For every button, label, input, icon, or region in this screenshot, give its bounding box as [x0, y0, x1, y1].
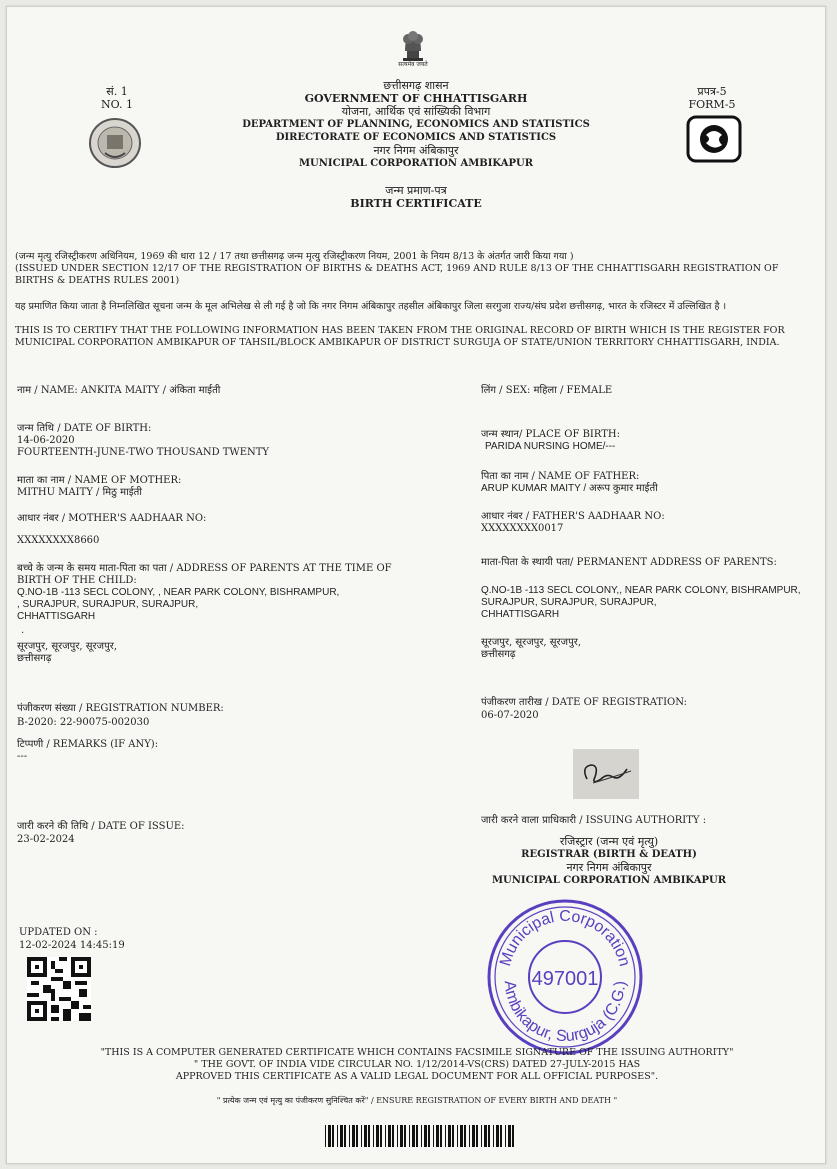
- right-form-hi: प्रपत्र-5: [697, 85, 727, 98]
- father-aadhaar-label: आधार नंबर / FATHER'S AADHAAR NO:: [481, 511, 665, 522]
- left-no-en: NO. 1: [101, 98, 133, 111]
- addr-birth-4: .: [21, 625, 25, 636]
- municipal-hi: नगर निगम अंबिकापुर: [373, 144, 459, 157]
- state-en: GOVERNMENT OF CHHATTISGARH: [304, 92, 528, 105]
- reg-date-label: पंजीकरण तारीख / DATE OF REGISTRATION:: [481, 697, 687, 708]
- dept-en: DEPARTMENT OF PLANNING, ECONOMICS AND STATISTICS: [242, 119, 590, 130]
- footer-block: [37, 1047, 797, 1107]
- left-no-hi: सं. 1: [106, 85, 128, 98]
- header-block: [207, 79, 625, 210]
- crs-logo-icon: [686, 115, 742, 163]
- registrar-hi: रजिस्ट्रार (जन्म एवं मृत्यु): [559, 835, 659, 848]
- addr-perm-label: माता-पिता के स्थायी पता/ PERMANENT ADDRESS OF PARENTS:: [481, 557, 777, 568]
- emblem-motto: सत्यमेव जयते: [398, 61, 428, 68]
- mother-value: MITHU MAITY / मिठु माईती: [17, 487, 142, 498]
- addr-perm-1: Q.NO-1B -113 SECL COLONY,, NEAR PARK COLONY, BISHRAMPUR,: [481, 585, 801, 596]
- municipal-en: MUNICIPAL CORPORATION AMBIKAPUR: [298, 158, 534, 169]
- addr-perm-3: CHHATTISGARH: [481, 609, 560, 620]
- addr-perm-hi-1: सूरजपुर, सूरजपुर, सूरजपुर,: [481, 637, 582, 648]
- addr-perm-2: SURAJPUR, SURAJPUR, SURAJPUR,: [481, 597, 657, 608]
- footer-line-2: " THE GOVT. OF INDIA VIDE CIRCULAR NO. 1/12/2014-VS(CRS) DATED 27-JULY-2015 HAS: [193, 1059, 641, 1070]
- mother-aadhaar-value: XXXXXXXX8660: [17, 535, 100, 546]
- title-hi: जन्म प्रमाण-पत्र: [385, 184, 447, 197]
- state-seal-icon: [87, 117, 143, 169]
- state-hi: छत्तीसगढ़ शासन: [383, 79, 449, 92]
- registrar-municipal-hi: नगर निगम अंबिकापुर: [566, 861, 652, 874]
- name-field: नाम / NAME: ANKITA MAITY / अंकिता माईती: [17, 385, 221, 396]
- stamp-bottom-text: Ambikapur, Surguja (C.G.): [500, 979, 630, 1046]
- addr-birth-2: , SURAJPUR, SURAJPUR, SURAJPUR,: [17, 599, 199, 610]
- remarks-label: टिप्पणी / REMARKS (IF ANY):: [17, 739, 159, 750]
- stamp-top-text: Municipal Corporation: [497, 907, 633, 969]
- footer-line-1: "THIS IS A COMPUTER GENERATED CERTIFICATE WHICH CONTAINS FACSIMILE SIGNATURE OF THE ISSUING AUTHORITY": [100, 1047, 734, 1058]
- certificate-page: [6, 6, 826, 1164]
- updated-value: 12-02-2024 14:45:19: [19, 940, 125, 951]
- signature-icon: [573, 749, 639, 799]
- page-title: BIRTH CERTIFICATE: [350, 197, 482, 210]
- reg-no-label: पंजीकरण संख्या / REGISTRATION NUMBER:: [17, 703, 224, 714]
- dept-hi: योजना, आर्थिक एवं सांख्यिकी विभाग: [341, 105, 491, 118]
- updated-label: UPDATED ON :: [19, 927, 98, 938]
- father-label: पिता का नाम / NAME OF FATHER:: [481, 471, 640, 482]
- registrar-municipal-en: MUNICIPAL CORPORATION AMBIKAPUR: [491, 875, 727, 886]
- barcode-icon: [325, 1125, 515, 1147]
- issued-under-en: (ISSUED UNDER SECTION 12/17 OF THE REGISTRATION OF BIRTHS & DEATHS ACT, 1969 AND RULE 8/13 OF THE CHHATTISGARH REGISTRATION OF BIRTHS & DEATHS RULES 2001): [15, 263, 779, 286]
- reg-date-value: 06-07-2020: [481, 710, 539, 721]
- registrar-en: REGISTRAR (BIRTH & DEATH): [521, 849, 697, 860]
- issued-under-hi: (जन्म मृत्यु रजिस्ट्रीकरण अधिनियम, 1969 की धारा 12 / 17 तथा छत्तीसगढ़ जन्म मृत्यु रजिस्ट्रीकरण नियम, 2001 के नियम 8/13 के अंतर्गत जारी किया गया ): [15, 251, 574, 262]
- pob-label: जन्म स्थान/ PLACE OF BIRTH:: [481, 429, 620, 440]
- dob-value: 14-06-2020: [17, 435, 75, 446]
- mother-aadhaar-label: आधार नंबर / MOTHER'S AADHAAR NO:: [17, 513, 207, 524]
- pob-value: PARIDA NURSING HOME/---: [485, 441, 616, 452]
- reg-no-value: B-2020: 22-90075-002030: [17, 717, 150, 728]
- stamp-center: 497001: [531, 968, 599, 990]
- dob-label: जन्म तिथि / DATE OF BIRTH:: [17, 423, 152, 434]
- addr-birth-1: Q.NO-1B -113 SECL COLONY, , NEAR PARK COLONY, BISHRAMPUR,: [17, 587, 340, 598]
- issue-date-value: 23-02-2024: [17, 834, 75, 845]
- directorate-en: DIRECTORATE OF ECONOMICS AND STATISTICS: [275, 132, 557, 143]
- registrar-block: [459, 835, 759, 887]
- father-value: ARUP KUMAR MAITY / अरूप कुमार माईती: [481, 483, 658, 494]
- footer-slogan: " प्रत्येक जन्म एवं मृत्यु का पंजीकरण सुनिश्चित करें" / ENSURE REGISTRATION OF EVERY BIRTH AND DEATH ": [216, 1096, 618, 1105]
- dob-words: FOURTEENTH-JUNE-TWO THOUSAND TWENTY: [17, 447, 270, 458]
- certify-en: THIS IS TO CERTIFY THAT THE FOLLOWING INFORMATION HAS BEEN TAKEN FROM THE ORIGINAL RECORD OF BIRTH WHICH IS THE REGISTER FOR MUNICIPAL CORPORATION AMBIKAPUR OF TAHSIL/BLOCK AMBIKAPUR OF DISTRICT SURGUJA OF STATE/UNION TERRITORY CHHATTISGARH, INDIA.: [15, 325, 785, 348]
- footer-line-3: APPROVED THIS CERTIFICATE AS A VALID LEGAL DOCUMENT FOR ALL OFFICIAL PURPOSES".: [175, 1071, 659, 1082]
- municipal-stamp: [485, 897, 645, 1057]
- sex-field: लिंग / SEX: महिला / FEMALE: [481, 385, 613, 396]
- addr-birth-label-2: BIRTH OF THE CHILD:: [17, 575, 137, 586]
- certify-hi: यह प्रमाणित किया जाता है निम्नलिखित सूचना जन्म के मूल अभिलेख से ली गई है जो कि नगर निगम अंबिकापुर तहसील अंबिकापुर जिला सरगुजा राज्य/संघ प्रदेश छत्तीसगढ़, भारत के रजिस्टर में उल्लिखित है ।: [15, 301, 727, 312]
- mother-label: माता का नाम / NAME OF MOTHER:: [17, 475, 182, 486]
- qr-code-icon: [27, 957, 91, 1021]
- right-form-en: FORM-5: [688, 98, 736, 111]
- addr-birth-label-1: बच्चे के जन्म के समय माता-पिता का पता / ADDRESS OF PARENTS AT THE TIME OF: [17, 563, 392, 574]
- addr-birth-3: CHHATTISGARH: [17, 611, 96, 622]
- addr-perm-hi-2: छत्तीसगढ़: [481, 649, 516, 660]
- authority-label: जारी करने वाला प्राधिकारी / ISSUING AUTHORITY :: [481, 815, 707, 826]
- father-aadhaar-value: XXXXXXXX0017: [481, 523, 564, 534]
- issue-date-label: जारी करने की तिथि / DATE OF ISSUE:: [17, 821, 185, 832]
- remarks-value: ---: [17, 751, 28, 762]
- addr-birth-hi-2: छत्तीसगढ़: [17, 653, 52, 664]
- addr-birth-hi-1: सूरजपुर, सूरजपुर, सूरजपुर,: [17, 641, 118, 652]
